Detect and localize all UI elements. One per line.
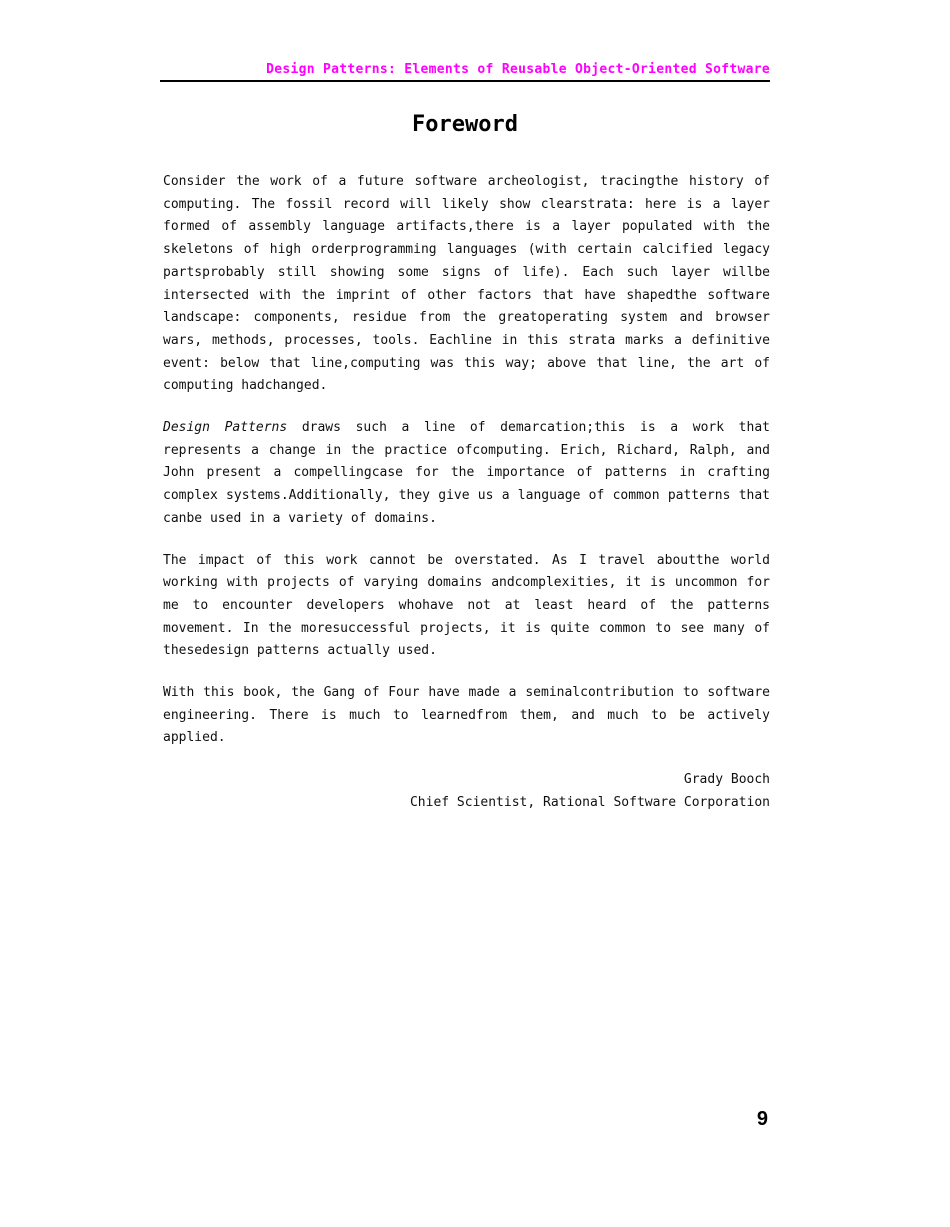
foreword-body: [163, 171, 770, 815]
page-number: 9: [756, 1108, 768, 1130]
page-title: Foreword: [412, 112, 518, 137]
signature-name: Grady Booch: [683, 772, 770, 788]
paragraph-1: Consider the work of a future software archeologist, tracingthe history of computing. The fossil record will likely show clearstrata: here is a layer formed of assembly language artifacts,there is a layer populated with the skeletons of high orderprogramming languages (with certain calcified legacy partsprobably still showing some signs of life). Each such layer willbe intersected with the imprint of other factors that have shapedthe software landscape: components, residue from the greatoperating system and browser wars, methods, processes, tools. Eachline in this strata marks a definitive event: below that line,computing was this way; above that line, the art of computing hadchanged.: [163, 174, 770, 394]
paragraph-2: [163, 417, 770, 531]
signature-block: [163, 769, 770, 814]
paragraph-2-text: draws such a line of demarcation;this is a work that represents a change in the practice ofcomputing. Erich, Richard, Ralph, and John present a compellingcase for the importance of patterns in crafting complex systems.Additionally, they give us a language of common patterns that canbe used in a variety of domains.: [163, 420, 770, 526]
paragraph-4: With this book, the Gang of Four have made a seminalcontribution to software engineering. There is much to learnedfrom them, and much to be actively applied.: [163, 685, 770, 746]
signature-title: Chief Scientist, Rational Software Corporation: [409, 794, 770, 810]
book-title-italic: Design Patterns: [163, 420, 288, 436]
paragraph-3: The impact of this work cannot be overstated. As I travel aboutthe world working with projects of varying domains andcomplexities, it is uncommon for me to encounter developers whohave not at least heard of the patterns movement. In the moresuccessful projects, it is quite common to see many of thesedesign patterns actually used.: [163, 552, 770, 659]
running-header: Design Patterns: Elements of Reusable Object-Oriented Software: [266, 62, 770, 77]
header-rule: [160, 80, 770, 82]
